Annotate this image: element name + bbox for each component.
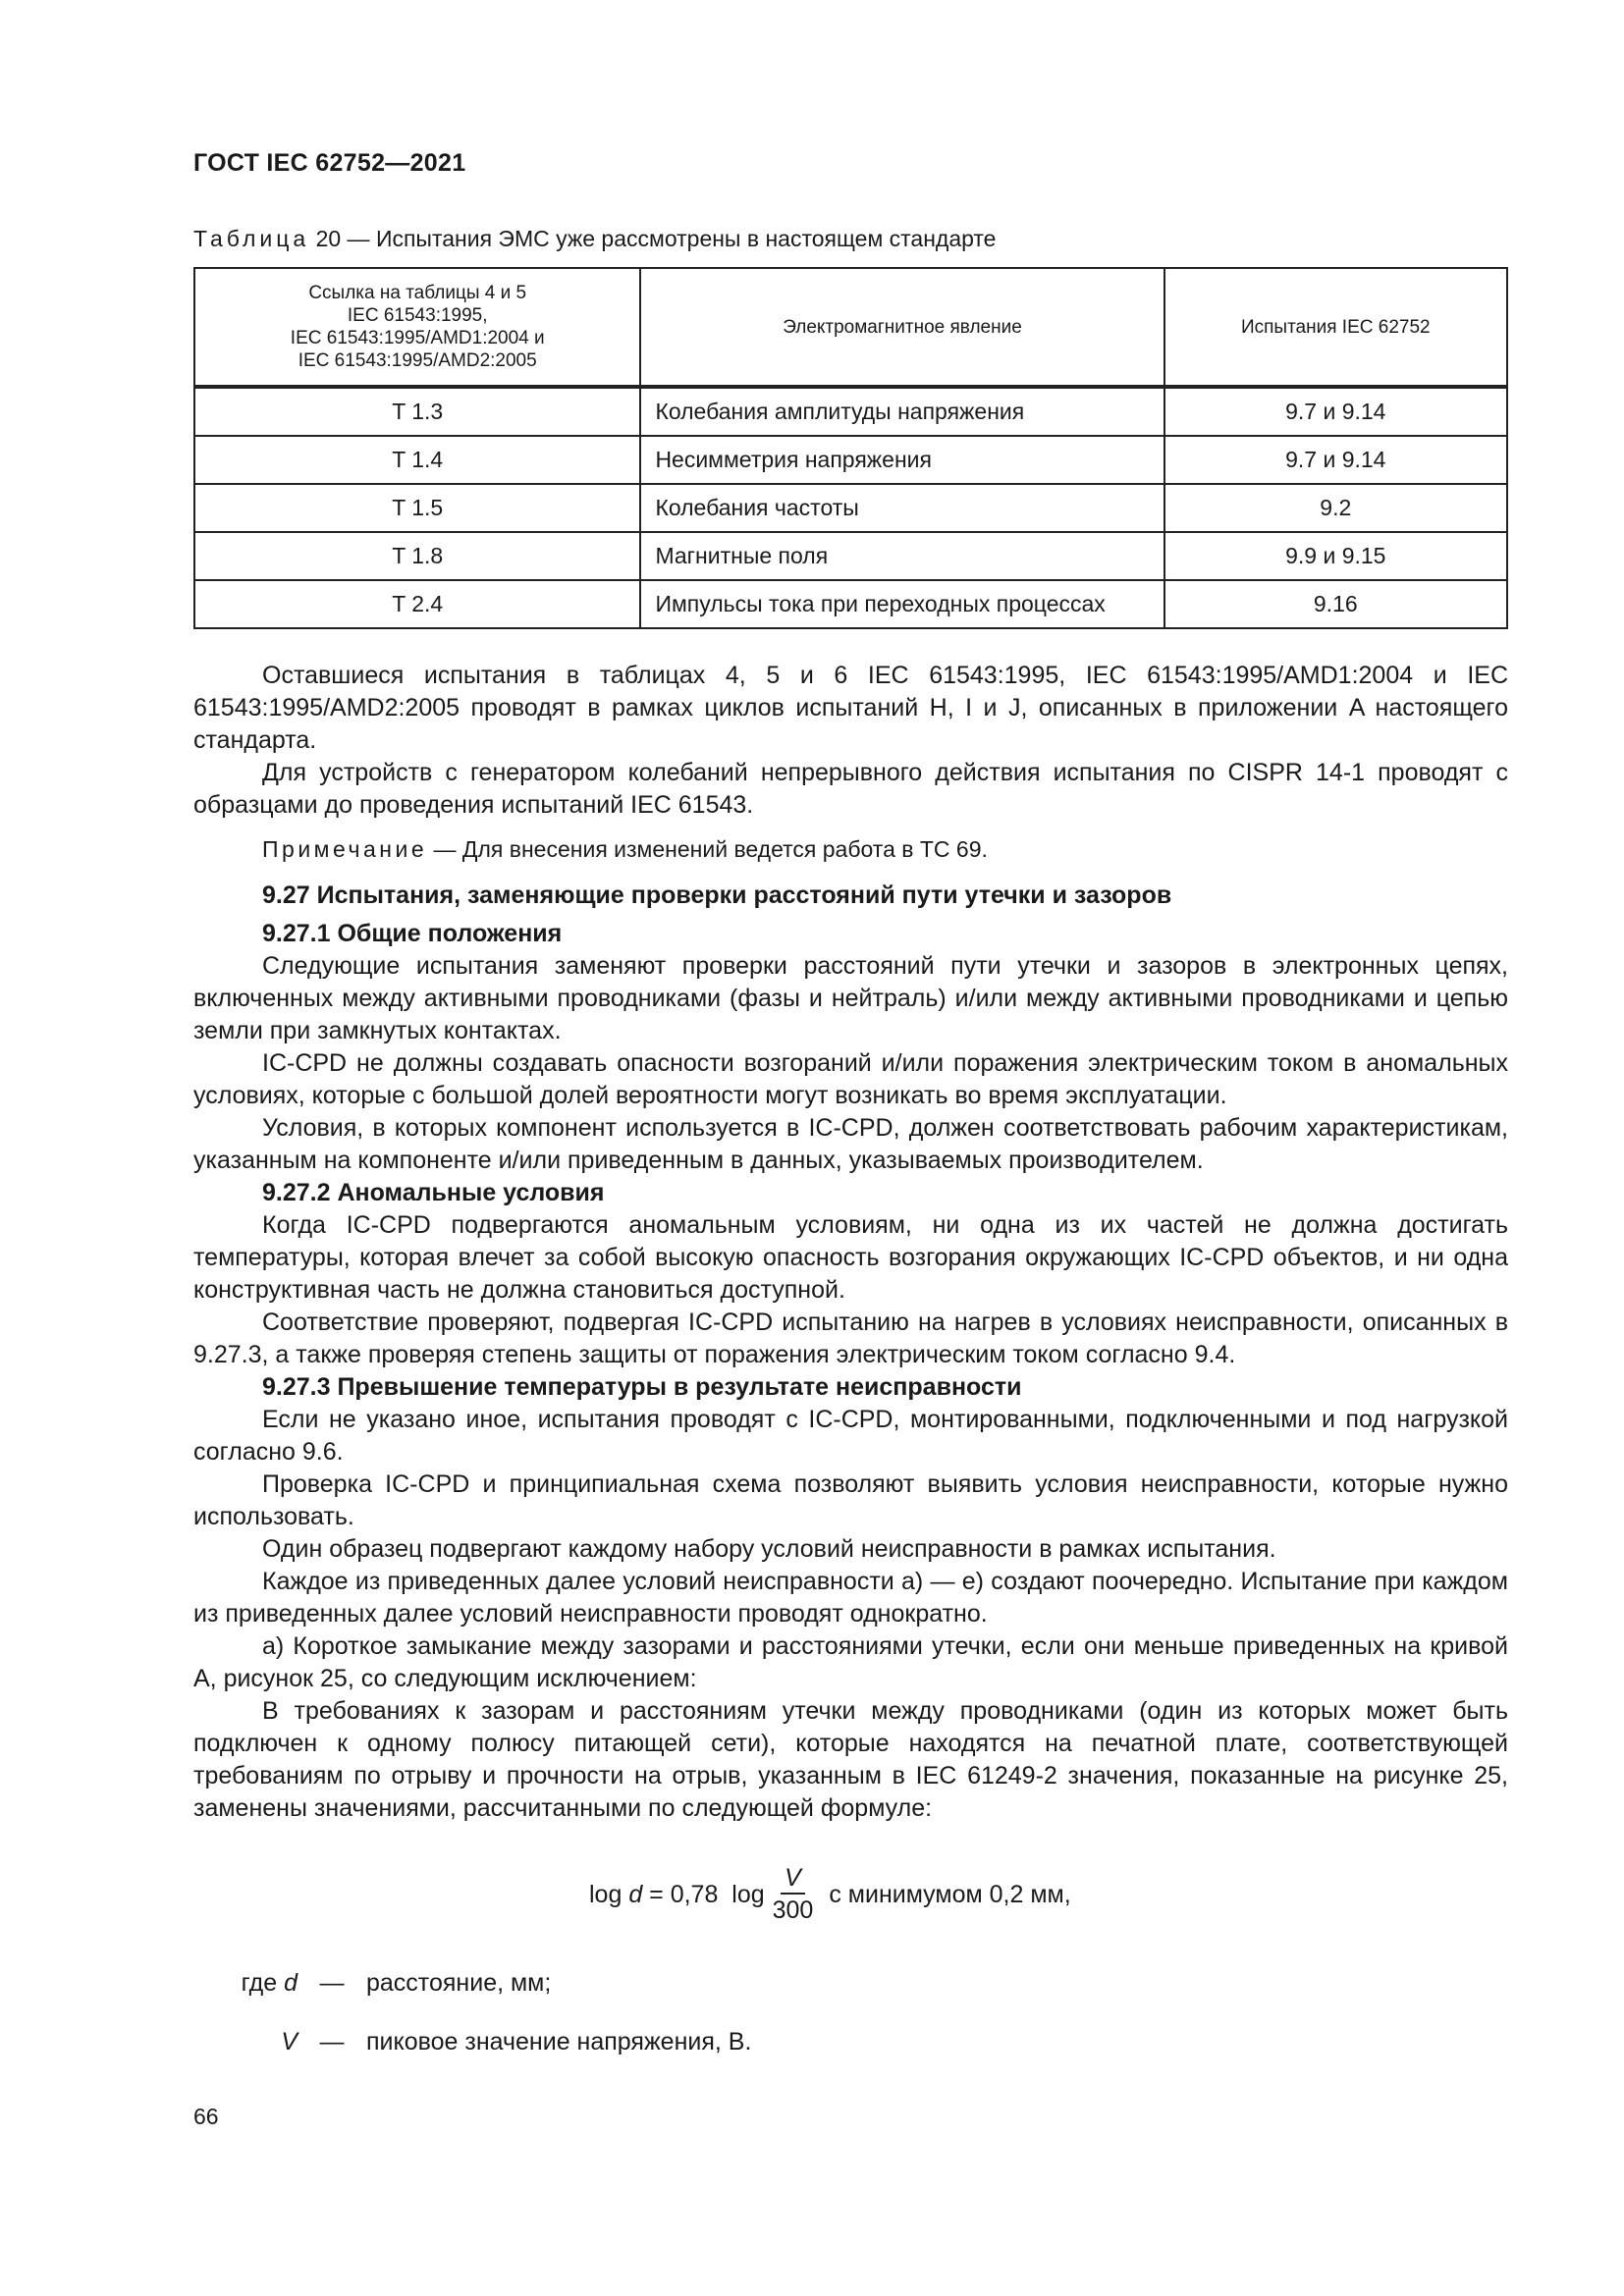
section-heading-9-27: 9.27 Испытания, заменяющие проверки расстояний пути утечки и зазоров (262, 881, 1172, 909)
cell-tests: 9.16 (1164, 580, 1507, 628)
table-row (194, 484, 1507, 532)
cell-tests: 9.2 (1164, 484, 1507, 532)
paragraph: Если не указано иное, испытания проводят с IC-CPD, монтированными, подключенными и под нагрузкой согласно 9.6. (193, 1406, 1508, 1466)
cell-reference: T 1.8 (194, 532, 640, 580)
note (193, 833, 1508, 866)
note-prefix: Примечание (262, 836, 428, 862)
fraction-numerator: V (781, 1863, 805, 1895)
paragraph: Для устройств с генератором колебаний непрерывного действия испытания по CISPR 14-1 проводят с образцами до проведения испытаний IEC 61543. (193, 759, 1508, 819)
document-header: ГОСТ IEC 62752—2021 (193, 149, 466, 177)
paragraph: Когда IC-CPD подвергаются аномальным условиям, ни одна из их частей не должна достигать температуры, которая влечет за собой высокую опасность возгорания окружающих IC-CPD объектов, и ни одна конструктивная часть не должна становиться доступной. (193, 1211, 1508, 1304)
table-row (194, 580, 1507, 628)
formula-suffix: с минимумом 0,2 мм, (829, 1880, 1071, 1908)
paragraph: Условия, в которых компонент используется в IC-CPD, должен соответствовать рабочим характеристикам, указанным на компоненте и/или приведенным в данных, указываемых производителем. (193, 1114, 1508, 1174)
paragraph: Проверка IC-CPD и принципиальная схема позволяют выявить условия неисправности, которые нужно использовать. (193, 1470, 1508, 1530)
cell-reference: T 2.4 (194, 580, 640, 628)
cell-tests: 9.9 и 9.15 (1164, 532, 1507, 580)
fraction-denominator: 300 (772, 1896, 814, 1924)
table-row (194, 436, 1507, 484)
note-text: — Для внесения изменений ведется работа в ТС 69. (427, 836, 988, 862)
cell-phenomenon: Магнитные поля (640, 532, 1164, 580)
header-reference: Ссылка на таблицы 4 и 5 IEC 61543:1995, IEC 61543:1995/AMD1:2004 и IEC 61543:1995/AMD2:2005 (194, 268, 640, 387)
paragraph: Оставшиеся испытания в таблицах 4, 5 и 6 IEC 61543:1995, IEC 61543:1995/AMD1:2004 и IEC 61543:1995/AMD2:2005 проводят в рамках циклов испытаний H, I и J, описанных в приложении A настоящего стандарта. (193, 662, 1508, 754)
definition-v: V — пиковое значение напряжения, В. (281, 2028, 752, 2056)
paragraph: Один образец подвергают каждому набору условий неисправности в рамках испытания. (262, 1535, 1276, 1563)
caption-prefix: Таблица (193, 226, 310, 251)
distance-formula: log d = 0,78 log $\frac{V}{300}$ с минимумом 0,2 мм, (589, 1864, 1071, 1924)
paragraph: Соответствие проверяют, подвергая IC-CPD испытанию на нагрев в условиях неисправности, описанных в 9.27.3, а также проверяя степень защиты от поражения электрическим током согласно 9.4. (193, 1308, 1508, 1368)
paragraph: Каждое из приведенных далее условий неисправности а) — е) создают поочередно. Испытание при каждом из приведенных далее условий неисправности проводят однократно. (193, 1568, 1508, 1628)
paragraph: В требованиях к зазорам и расстояниям утечки между проводниками (один из которых может быть подключен к одному полюсу питающей сети), которые находятся на печатной плате, соответствующей требованиям по отрыву и прочности на отрыв, указанным в IEC 61249-2 значения, показанные на рисунке 25, заменены значениями, рассчитанными по следующей формуле: (193, 1697, 1508, 1822)
table-row (194, 387, 1507, 436)
cell-reference: T 1.4 (194, 436, 640, 484)
formula-fraction (769, 1863, 818, 1926)
header-tests: Испытания IEC 62752 (1164, 268, 1507, 387)
paragraph: IC-CPD не должны создавать опасности возгораний и/или поражения электрическим током в аномальных условиях, которые с большой долей вероятности могут возникать во время эксплуатации. (193, 1049, 1508, 1109)
cell-reference: T 1.5 (194, 484, 640, 532)
section-heading-9-27-2: 9.27.2 Аномальные условия (262, 1179, 605, 1206)
cell-phenomenon: Импульсы тока при переходных процессах (640, 580, 1164, 628)
header-phenomenon: Электромагнитное явление (640, 268, 1164, 387)
cell-tests: 9.7 и 9.14 (1164, 387, 1507, 436)
paragraph: а) Короткое замыкание между зазорами и расстояниями утечки, если они меньше приведенных на кривой А, рисунок 25, со следующим исключением: (193, 1632, 1508, 1692)
caption-text: 20 — Испытания ЭМС уже рассмотрены в настоящем стандарте (309, 226, 997, 251)
cell-tests: 9.7 и 9.14 (1164, 436, 1507, 484)
definition-d: где d — расстояние, мм; (241, 1969, 552, 1997)
table-row (194, 532, 1507, 580)
paragraph: Следующие испытания заменяют проверки расстояний пути утечки и зазоров в электронных цепях, включенных между активными проводниками (фазы и нейтраль) и/или между активными проводниками и цепью земли при замкнутых контактах. (193, 952, 1508, 1044)
variable-definitions (214, 1953, 751, 2071)
table-header-row (194, 268, 1507, 387)
emc-tests-table (193, 267, 1508, 629)
cell-reference: T 1.3 (194, 387, 640, 436)
page-number: 66 (193, 2104, 219, 2129)
section-heading-9-27-3: 9.27.3 Превышение температуры в результате неисправности (262, 1373, 1022, 1401)
cell-phenomenon: Колебания частоты (640, 484, 1164, 532)
table-caption (193, 226, 996, 252)
body-text (193, 660, 1508, 1825)
cell-phenomenon: Колебания амплитуды напряжения (640, 387, 1164, 436)
section-heading-9-27-1: 9.27.1 Общие положения (262, 920, 563, 947)
cell-phenomenon: Несимметрия напряжения (640, 436, 1164, 484)
